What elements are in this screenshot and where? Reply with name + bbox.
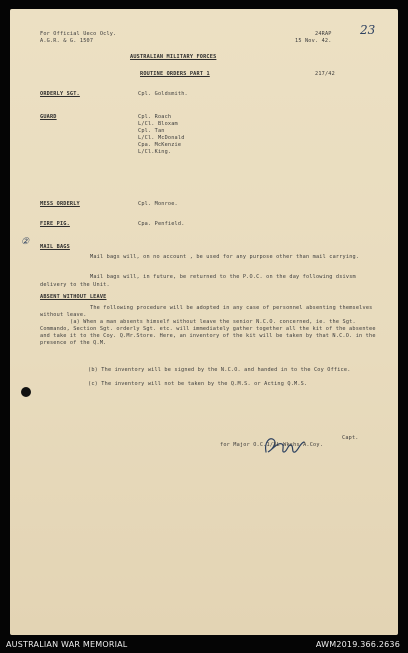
signature-rank: Capt.	[342, 435, 359, 441]
footer-left: AUSTRALIAN WAR MEMORIAL	[6, 640, 128, 649]
document-date: 15 Nov. 42.	[295, 38, 332, 44]
header-right-ref: 24RAP	[315, 31, 332, 37]
punch-hole	[21, 387, 31, 397]
copy-reference: A.G.R. & G. 1507	[40, 38, 94, 44]
orderly-sgt-value: Cpl. Goldsmith.	[138, 91, 188, 97]
fire-pig-value: Cpa. Penfield.	[138, 221, 185, 227]
fire-pig-label: FIRE PIG.	[40, 221, 70, 227]
order-reference: 217/42	[315, 71, 335, 77]
page-number: 23	[360, 23, 376, 37]
document-title: AUSTRALIAN MILITARY FORCES	[130, 54, 217, 60]
absent-clause-b: (b) The inventory will be signed by the N.C.O. and handed in to the Coy Office.	[88, 367, 351, 373]
guard-label: GUARD	[40, 114, 57, 120]
orderly-sgt-label: ORDERLY SGT.	[40, 91, 80, 97]
absent-without-leave-label: ABSENT WITHOUT LEAVE	[40, 294, 107, 300]
mail-bags-paragraph-2: Mail bags will, in future, be returned to the P.O.C. on the day following dsivsm delivery to the Unit.	[40, 274, 356, 288]
mess-orderly-label: MESS ORDERLY	[40, 201, 80, 207]
absent-clause-c: (c) The inventory will not be taken by the Q.M.S. or Acting Q.M.S.	[88, 381, 308, 387]
document-subtitle: ROUTINE ORDERS PART 1	[140, 71, 210, 77]
absent-intro: The following procedure will be adopted in any case of personnel absenting themselves without leave.	[40, 305, 373, 318]
footer-right: AWM2019.366.2636	[315, 640, 400, 649]
absent-clause-a: (a) When a man absents himself without leave the senior N.C.O. concerned, ie. the Sgt. Commando, Section Sgt. orderly Sgt. etc. will immediately gather together all the kit of the absentee and take it to the Coy. Q.Mr.Store. Here, an inventory of the kit will be taken by that N.C.O. in the presence of the Q.M.	[40, 319, 376, 346]
mail-bags-paragraph-1: Mail bags will, on no account , be used for any purpose other than mail carrying.	[90, 254, 360, 260]
handwritten-numeral: ②	[21, 237, 30, 247]
guard-name: Cpl. Tan	[138, 128, 165, 134]
mail-bags-label: MAIL BAGS	[40, 244, 70, 250]
official-copy-note: For Official Ueco Ocly.	[40, 31, 117, 37]
guard-name: Cpl. Roach	[138, 114, 172, 120]
guard-name: L/Cl. McDonald	[138, 135, 185, 141]
guard-name: L/Cl.King.	[138, 149, 172, 155]
guard-name: L/Cl. Bloxam	[138, 121, 178, 127]
document-page	[10, 9, 398, 635]
guard-name: Cpa. McKenzie	[138, 142, 182, 148]
signature-line: for Major O.C.1/3L Wkshs A.Coy.	[220, 442, 324, 448]
mess-orderly-value: Cpl. Monroe.	[138, 201, 178, 207]
